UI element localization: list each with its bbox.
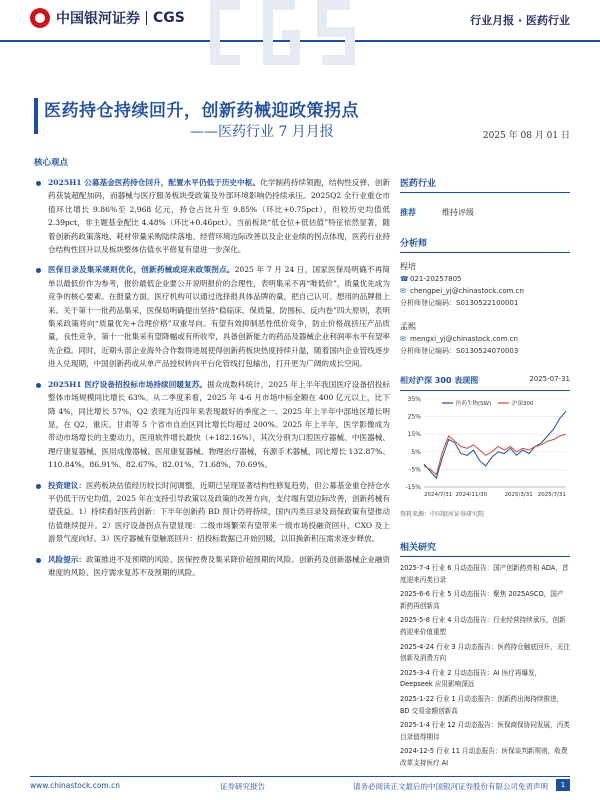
sidebar	[400, 176, 570, 773]
analyst-name: 孟熙	[400, 322, 416, 331]
analyst-heading: 分析师	[400, 236, 570, 253]
related-research-list	[400, 563, 570, 770]
bullet-dot-icon	[36, 268, 41, 273]
analyst-phone: 021-20257805	[410, 275, 462, 283]
report-title: 医药持仓持续回升，创新药械迎政策拐点	[44, 101, 359, 121]
page-number: 1	[556, 779, 570, 791]
report-type: 行业月报 · 医药行业	[470, 14, 570, 27]
bullet-text: 2025 年 7 月 24 日，国家医保局明确不再简单以最低价作为参考，报价最低企业要公开说明报价的合理性，表明集采不再“唯低价”，质量优先成为竞争的核心要素。在报量方面，医疗机构可以通过选择报具体品牌的量，把自己认可、想用的品牌报上来。关于第十一批药品集采，医保局明确提出坚持“稳临床、保质量、防围标、反内卷”四大原则，表明集采政策将向“质量优先+合理价格”双重导向。有望有效抑制恶性低价竞争，防止价格战挤压产品质量，良性竞争，第十一批集采有望降幅或有所收窄，具备创新能力的药品及器械企业利润率水平有望率先企稳。同时，近期头部企业海外合作数得进展使得创新药板块热度持续升温，随着国内企业管线逐步进入兑现期，中国创新药或从单产品授权转向平台化管线打包输出，打开更为广阔的成长空间。	[48, 265, 390, 369]
bullet-dot-icon	[36, 181, 41, 186]
x-tick-label: 2025/3/31	[504, 492, 533, 498]
bullet-text: 化学制药持续领跑，结构性反弹，创新药获装超配加码，而器械与医疗服务板块受政策及外部环境影响仍持续承压。2025Q2 全行业重仓市值环比增长 9.86%至 2,968 亿元，持仓占比升至 9.85%（环比+0.75pct），但较历史均值低 2.39pct，非主题基金配比 4.48%（环比+0.46pct）。当前板块“低仓位+低估值”特征依然显著，随着创新药政策落地、耗材带量采购陆续落地、经营环境边际改善以及企业业绩的拐点体现，医药行业持仓结构性回升以及板块整体估值水平修复有望进一步深化。	[48, 178, 391, 255]
email-icon: ✉	[400, 287, 406, 295]
analyst-cert: 分析师登记编码：S0130522100001	[400, 299, 519, 307]
bullet-dot-icon	[36, 558, 41, 563]
analyst-card	[400, 261, 570, 309]
brand-logo	[30, 8, 185, 28]
core-views-label: 核心观点	[34, 158, 69, 168]
related-item[interactable]: 2025-1-4 行业 12 月动态报告：医保商保协同发展，丙类目录值得期待	[400, 721, 570, 741]
y-tick-label: 35%	[407, 396, 421, 403]
footer-site[interactable]: www.chinastock.com.cn	[30, 781, 120, 790]
chart-header	[400, 375, 570, 386]
relative-performance-chart	[400, 391, 570, 503]
y-tick-label: 5%	[411, 448, 421, 456]
chart-source: 资料来源：中国银河证券研究院	[400, 511, 485, 518]
related-item[interactable]: 2025-1-22 行业 1 月动态报告：创新药出海持续推进，BD 交易金额创新高	[400, 694, 564, 715]
related-item[interactable]: 2025-4-24 行业 3 月动态报告：医药持仓触底回升，关注创新及消费方向	[400, 642, 570, 663]
analyst-cert: 分析师登记编码：S0130524070003	[400, 347, 519, 355]
industry-heading: 医药行业	[400, 176, 570, 193]
bullet-risk-warning	[34, 553, 390, 580]
related-heading: 相关研究	[400, 540, 570, 557]
y-tick-label: -5%	[409, 466, 421, 474]
y-tick-label: 25%	[407, 413, 421, 421]
core-views	[34, 176, 390, 586]
brand-emblem-icon	[30, 8, 50, 28]
bullet-text: 医药板块估值经历较长时间调整，近期已呈现显著结构性修复趋势，但公募基金重仓持仓水平仍低于历史均值，2025 年在支持引导政策以及政策的改善方向，支付端有望边际改善，创新药械有望获益。1）持续看好医药创新：下半年创新药 BD 预计仍将持续，国内丙类目录及商保政策有望推动估值继续提升。2）医疗设备拐点有望显现：二级市场繁荣有望带来一级市场投融资回升，CXO 及上游景气度向好。3）医疗器械有望触底回升：招投标数据已开始回暖，以旧换新积压需求逐步释放。	[48, 480, 391, 544]
brand-name-en: CGS	[153, 10, 185, 26]
chart-title: 相对沪深 300 表现图	[400, 376, 479, 385]
y-tick-label: -15%	[405, 484, 421, 491]
email-icon: ✉	[400, 335, 406, 343]
bullet-lead: 投资建议：	[48, 480, 87, 490]
related-item[interactable]: 2025-3-4 行业 2 月动态报告：AI 医疗再爆发，Deepseek 应用影响深远	[400, 668, 542, 689]
related-item[interactable]: 2025-7-4 行业 6 月动态报告：国产创新药亮相 ADA，首度迎来丙类目录	[400, 564, 569, 584]
phone-icon: ☎	[400, 275, 409, 283]
related-item[interactable]: 2025-5-8 行业 4 月动态报告：行业经营持续承压，创新药迎来价值重塑	[400, 616, 566, 636]
bullet-investment-advice	[34, 479, 390, 546]
chart-frame	[400, 390, 570, 507]
bullet-fund-holdings	[34, 176, 390, 256]
report-subtitle: ——医药行业 7 月月报	[190, 124, 334, 140]
title-accent-bar	[34, 98, 38, 134]
analyst-email[interactable]: chengpei_yj@chinastock.com.cn	[410, 287, 524, 295]
cgs-watermark-icon	[200, 0, 360, 70]
analyst-email[interactable]: mengxi_yj@chinastock.com.cn	[410, 335, 518, 343]
rating-label: 推荐	[400, 208, 416, 217]
brand-name-cn: 中国银河证券	[56, 11, 140, 27]
bullet-lead: 医保目录及集采规则优化，创新药械或迎来政策拐点。	[48, 265, 235, 275]
x-tick-label: 2024/11/30	[455, 492, 488, 498]
bullet-lead: 2025H1 医疗设备招投标市场持续回暖复苏。	[48, 379, 208, 389]
related-item[interactable]: 2025-6-6 行业 5 月动态报告：聚焦 2025ASCO，国产新药再创新高	[400, 590, 564, 610]
bullet-equipment-tender	[34, 378, 390, 472]
x-tick-label: 2024/7/31	[424, 492, 453, 498]
bullet-policy	[34, 263, 390, 370]
y-tick-label: 15%	[407, 431, 421, 439]
rating-row	[400, 207, 570, 218]
rating-value: 维持评级	[442, 208, 474, 217]
logo-divider	[146, 11, 147, 25]
analyst-name: 程培	[400, 262, 416, 271]
legend-label: 医药生物(SW)	[456, 401, 492, 407]
x-tick-label: 2025/7/31	[537, 492, 566, 498]
bullet-dot-icon	[36, 383, 41, 388]
footer-disclaimer: 请务必阅读正文最后的中国银河证券股份有限公司免责声明	[353, 782, 548, 791]
bullet-text: 政策推进不及预期的风险、医保控费及集采降价超预期的风险、创新药及创新器械企业融资难度的风险、医疗需求复苏不及预期的风险。	[48, 554, 391, 577]
report-date: 2025 年 08 月 01 日	[482, 131, 570, 141]
bullet-dot-icon	[36, 484, 41, 489]
analyst-card	[400, 321, 570, 357]
bullet-lead: 风险提示：	[48, 554, 87, 564]
chart-date: 2025-07-31	[529, 375, 570, 383]
bullet-lead: 2025H1 公募基金医药持仓回升，配置水平仍低于历史中枢。	[48, 178, 261, 187]
legend-label: 沪深300	[512, 401, 534, 407]
bullet-text: 据众成数科统计，2025 年上半年我国医疗设备招投标整体市场规模同比增长 63%。从二季度来看，2025 年 4-6 月市场中标金额在 400 亿元以上，比下降 4%，同比增长 57%，Q2 表现为近四年来表现最好的季度之一。2025 年上半年中部地区增长明显，在 Q2，重庆、甘肃等 5 个省市自治区同比增长均超过 200%。2025 年上半年，医学影像成为带动市场增长的主要动力，医用软件增长最快（+182.16%），其次分别为口腔医疗器械、中医器械、理疗康复器械、医用成像器械、医用康复器械、物理治疗器械，有源手术器械，同比增长 132.87%、110.84%、86.91%、82.67%、82.01%、71.68%、70.69%。	[48, 379, 390, 470]
footer-type: 证券研究报告	[220, 782, 265, 791]
related-item[interactable]: 2024-12-5 行业 11 月动态报告：医保谈判新规则，收费改革支持医疗 AI	[400, 747, 568, 767]
footer-rule	[30, 776, 570, 777]
